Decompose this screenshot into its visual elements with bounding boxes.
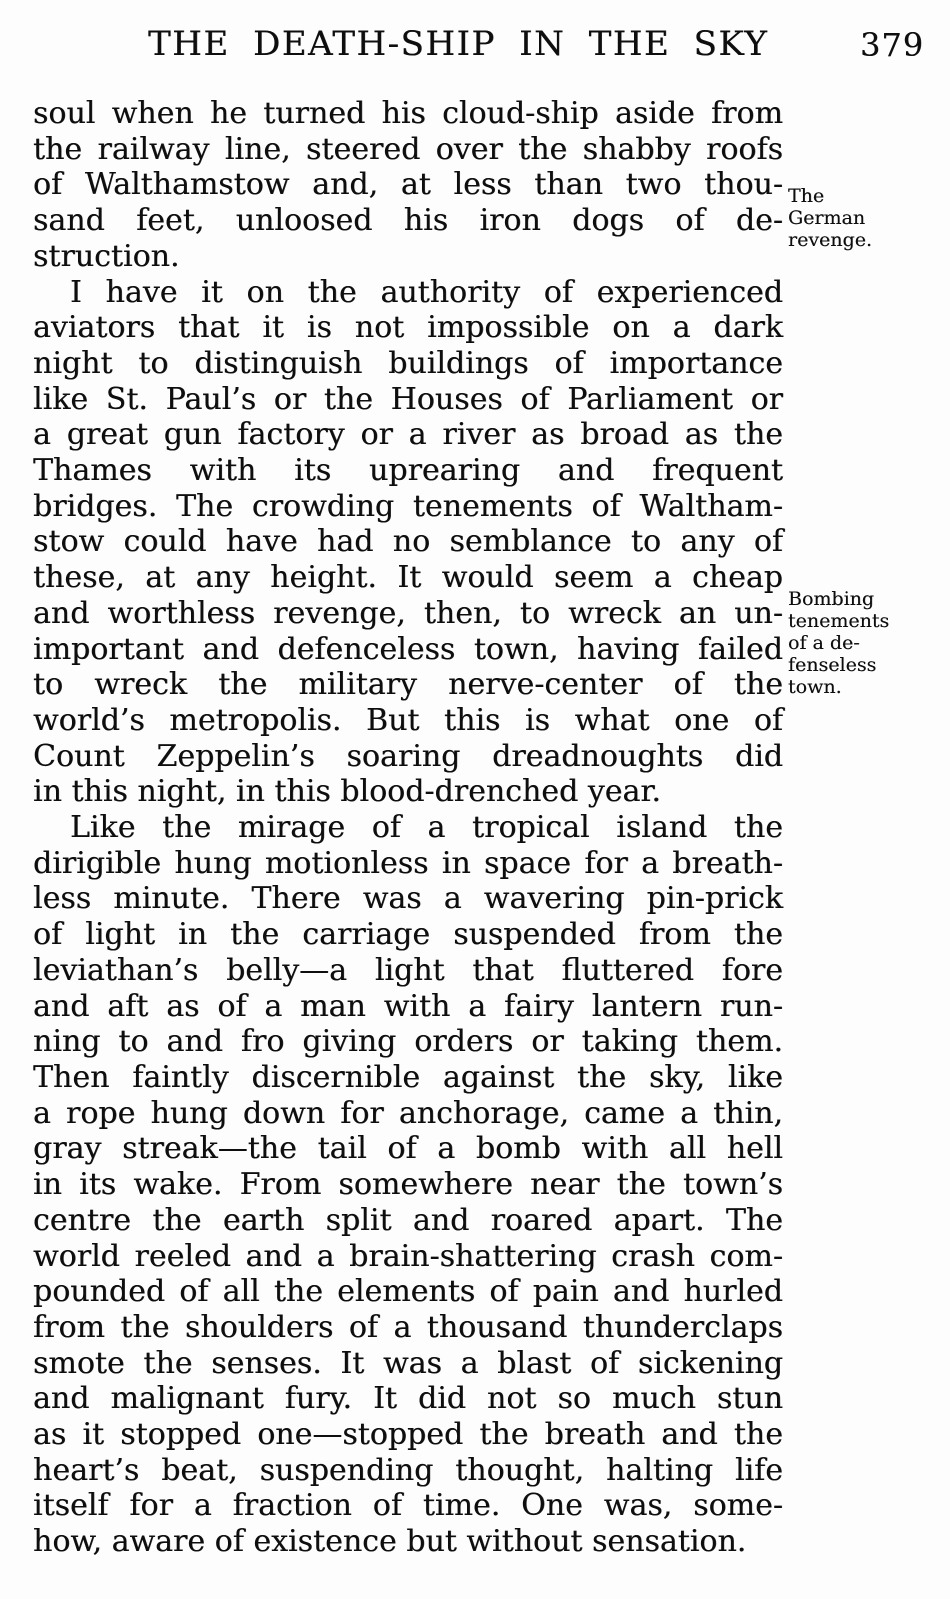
text-line: the railway line, steered over the shabby roofs (33, 131, 783, 167)
text-line: stow could have had no semblance to any of (33, 524, 783, 560)
margin-note-line: tenements (788, 610, 890, 632)
text-line: world’s metropolis. But this is what one of (33, 702, 783, 738)
text-line: in its wake. From somewhere near the town’s (33, 1167, 783, 1203)
page-header (0, 0, 950, 80)
body-text (33, 96, 783, 1560)
text-line: dirigible hung motionless in space for a breath- (33, 845, 783, 881)
text-line: a rope hung down for anchorage, came a thin, (33, 1095, 783, 1131)
page-number: 379 (860, 26, 925, 64)
text-line: soul when he turned his cloud-ship aside from (33, 96, 783, 131)
text-line: and malignant fury. It did not so much stun (33, 1381, 783, 1417)
paragraph (33, 810, 783, 1560)
text-line: less minute. There was a wavering pin-prick (33, 881, 783, 917)
text-line: bridges. The crowding tenements of Waltham- (33, 488, 783, 524)
text-line: like St. Paul’s or the Houses of Parliament or (33, 381, 783, 417)
text-line: world reeled and a brain-shattering crash com- (33, 1238, 783, 1274)
text-line: Count Zeppelin’s soaring dreadnoughts did (33, 738, 783, 774)
text-line: and aft as of a man with a fairy lantern run- (33, 988, 783, 1024)
margin-note-german-revenge (788, 185, 938, 251)
margin-note-line: The (788, 185, 825, 207)
margin-note-line: fenseless (788, 654, 877, 676)
text-line: I have it on the authority of experienced (70, 274, 783, 310)
margin-note-line: German (788, 207, 866, 229)
text-line: how, aware of existence but without sensation. (33, 1524, 747, 1560)
text-line: these, at any height. It would seem a cheap (33, 560, 783, 596)
text-line: heart’s beat, suspending thought, halting life (33, 1452, 783, 1488)
text-line: night to distinguish buildings of importance (33, 345, 783, 381)
text-line: sand feet, unloosed his iron dogs of de- (33, 203, 783, 239)
text-line: Like the mirage of a tropical island the (70, 810, 783, 846)
text-line: smote the senses. It was a blast of sickening (33, 1345, 783, 1381)
text-line: leviathan’s belly—a light that fluttered fore (33, 952, 783, 988)
margin-note-line: Bombing (788, 588, 875, 610)
text-line: a great gun factory or a river as broad as the (33, 417, 783, 453)
text-line: struction. (33, 238, 180, 274)
text-line: in this night, in this blood-drenched year. (33, 774, 661, 810)
margin-note-line: of a de- (788, 632, 860, 654)
text-line: centre the earth split and roared apart. The (33, 1202, 783, 1238)
text-line: aviators that it is not impossible on a dark (33, 310, 783, 346)
paragraph (33, 96, 783, 275)
text-line: from the shoulders of a thousand thunderclaps (33, 1309, 783, 1345)
margin-note-bombing-tenements (788, 588, 938, 698)
text-line: to wreck the military nerve-center of the (33, 667, 783, 703)
text-line: and worthless revenge, then, to wreck an un- (33, 595, 783, 631)
text-line: itself for a fraction of time. One was, some- (33, 1488, 783, 1524)
text-line: Thames with its uprearing and frequent (33, 453, 783, 489)
text-line: important and defenceless town, having failed (33, 631, 783, 667)
text-line: gray streak—the tail of a bomb with all hell (33, 1131, 783, 1167)
margin-note-line: revenge. (788, 229, 872, 251)
paragraph (33, 275, 783, 811)
text-line: of light in the carriage suspended from the (33, 917, 783, 953)
running-title: THE DEATH-SHIP IN THE SKY (148, 24, 769, 64)
text-line: ning to and fro giving orders or taking them. (33, 1024, 783, 1060)
text-line: of Walthamstow and, at less than two thou- (33, 167, 783, 203)
text-line: Then faintly discernible against the sky, like (33, 1059, 783, 1095)
text-line: pounded of all the elements of pain and hurled (33, 1274, 783, 1310)
margin-note-line: town. (788, 676, 842, 698)
text-line: as it stopped one—stopped the breath and the (33, 1417, 783, 1453)
